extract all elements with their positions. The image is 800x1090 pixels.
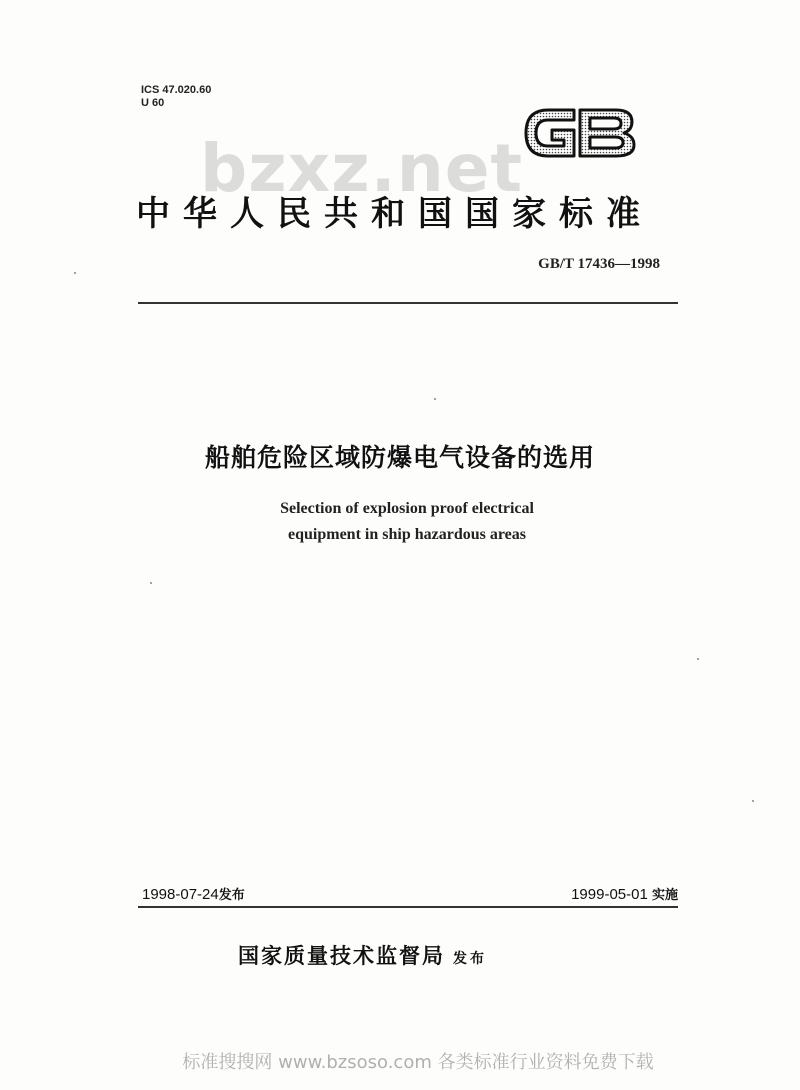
- title-en-line-1: Selection of explosion proof electrical: [280, 500, 534, 517]
- effective-date-value: 1999-05-01: [571, 886, 648, 903]
- scan-speck: [434, 398, 436, 400]
- top-divider: [138, 302, 678, 304]
- standard-type-title: 中华人民共和国国家标准: [136, 194, 653, 234]
- watermark-text: bzxz.net: [200, 130, 524, 207]
- scan-speck: [697, 658, 699, 660]
- footer-watermark: 标准搜搜网 www.bzsoso.com 各类标准行业资料免费下载: [182, 1052, 654, 1073]
- effective-date-label: 实施: [651, 888, 678, 903]
- issue-date: [142, 884, 245, 903]
- issue-date-label: 发布: [218, 888, 245, 903]
- scan-speck: [150, 582, 152, 584]
- effective-date: [571, 884, 678, 903]
- publisher: [238, 940, 487, 970]
- publisher-suffix: 发布: [453, 951, 487, 967]
- bottom-divider: [138, 906, 678, 908]
- document-title-en: [0, 496, 800, 548]
- scan-speck: [752, 800, 754, 802]
- issue-date-value: 1998-07-24: [142, 886, 219, 903]
- ics-code: ICS 47.020.60: [141, 84, 212, 96]
- title-en-line-2: equipment in ship hazardous areas: [288, 526, 526, 543]
- scan-speck: [74, 272, 76, 274]
- standard-number: GB/T 17436—1998: [538, 256, 660, 272]
- gb-logo-icon: [518, 100, 640, 166]
- document-title-cn: 船舶危险区域防爆电气设备的选用: [204, 443, 595, 472]
- classification-codes: [141, 84, 211, 110]
- class-code: U 60: [141, 97, 165, 109]
- publisher-name: 国家质量技术监督局: [238, 943, 445, 968]
